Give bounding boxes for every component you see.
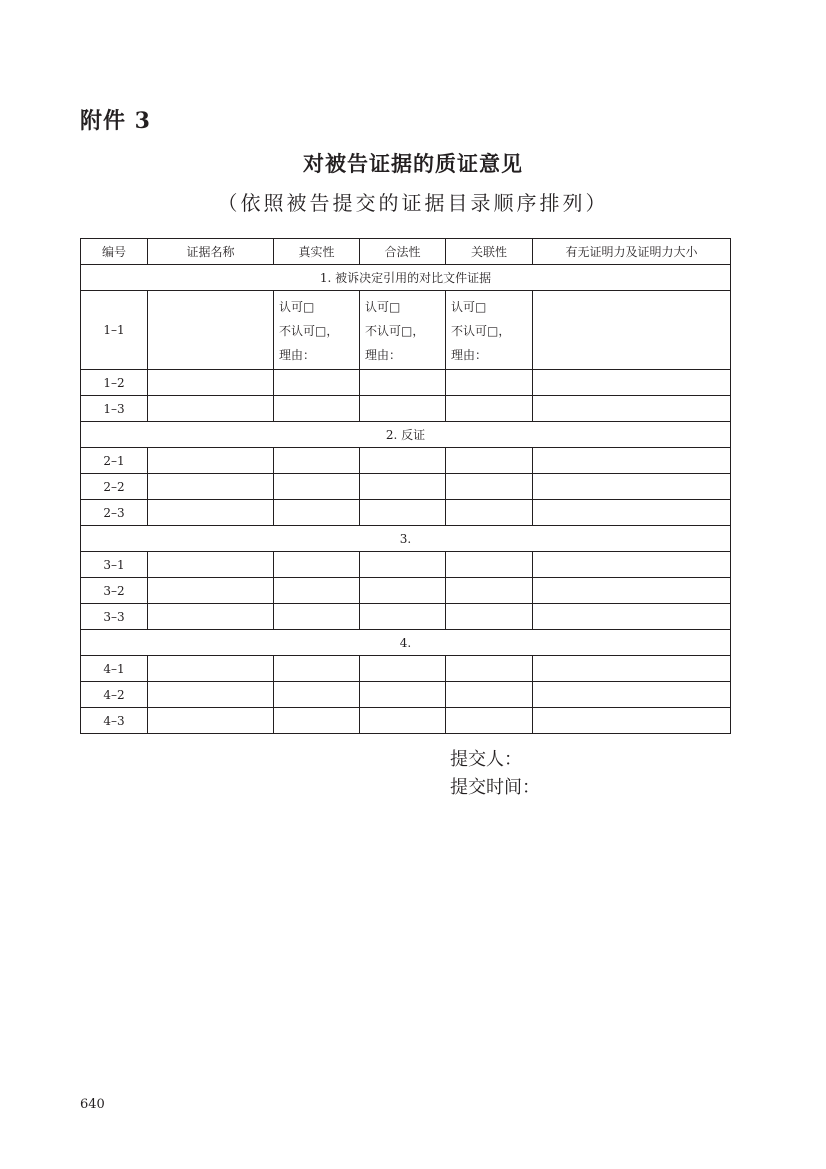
header-probative-force: 有无证明力及证明力大小 xyxy=(533,239,731,265)
row-id: 4–2 xyxy=(81,682,148,708)
disapprove-option[interactable]: 不认可□， xyxy=(451,324,511,338)
legality-cell[interactable] xyxy=(360,682,446,708)
relevance-cell[interactable] xyxy=(446,604,533,630)
evidence-name-cell[interactable] xyxy=(148,708,274,734)
authenticity-cell[interactable] xyxy=(274,708,360,734)
probative-force-cell[interactable] xyxy=(533,474,731,500)
disapprove-option[interactable]: 不认可□， xyxy=(365,324,425,338)
legality-cell[interactable] xyxy=(360,604,446,630)
evidence-name-cell[interactable] xyxy=(148,552,274,578)
probative-force-cell[interactable] xyxy=(533,396,731,422)
evidence-name-cell[interactable] xyxy=(148,370,274,396)
relevance-cell[interactable] xyxy=(446,474,533,500)
table-row xyxy=(81,370,731,396)
row-id: 4–1 xyxy=(81,656,148,682)
evidence-name-cell[interactable] xyxy=(148,474,274,500)
relevance-cell[interactable] xyxy=(446,396,533,422)
table-row xyxy=(81,604,731,630)
relevance-cell[interactable] xyxy=(446,370,533,396)
legality-cell[interactable] xyxy=(360,500,446,526)
legality-cell[interactable] xyxy=(360,474,446,500)
authenticity-cell[interactable] xyxy=(274,552,360,578)
submitter-block xyxy=(450,746,540,802)
row-id: 3–1 xyxy=(81,552,148,578)
probative-force-cell[interactable] xyxy=(533,578,731,604)
row-id: 1–3 xyxy=(81,396,148,422)
evidence-name-cell[interactable] xyxy=(148,291,274,370)
table-row xyxy=(81,500,731,526)
header-evidence-name: 证据名称 xyxy=(148,239,274,265)
row-id: 1–2 xyxy=(81,370,148,396)
probative-force-cell[interactable] xyxy=(533,656,731,682)
table-row xyxy=(81,474,731,500)
relevance-cell[interactable] xyxy=(446,578,533,604)
legality-cell[interactable] xyxy=(360,656,446,682)
probative-force-cell[interactable] xyxy=(533,552,731,578)
evidence-name-cell[interactable] xyxy=(148,656,274,682)
evidence-name-cell[interactable] xyxy=(148,682,274,708)
legality-cell[interactable] xyxy=(360,552,446,578)
row-id: 4–3 xyxy=(81,708,148,734)
document-title: 对被告证据的质证意见 xyxy=(303,151,523,176)
section-row xyxy=(81,630,731,656)
section-title: 4. xyxy=(81,630,731,656)
section-row xyxy=(81,422,731,448)
authenticity-cell[interactable] xyxy=(274,500,360,526)
table-row xyxy=(81,552,731,578)
header-id: 编号 xyxy=(81,239,148,265)
legality-cell[interactable] xyxy=(360,448,446,474)
authenticity-cell[interactable] xyxy=(274,604,360,630)
page-number: 640 xyxy=(80,1097,105,1112)
table-header-row xyxy=(81,239,731,265)
table-row xyxy=(81,396,731,422)
legality-opinion-cell[interactable] xyxy=(360,291,446,370)
section-title: 1. 被诉决定引用的对比文件证据 xyxy=(81,265,731,291)
reason-label: 理由： xyxy=(365,348,402,362)
legality-cell[interactable] xyxy=(360,708,446,734)
section-title: 2. 反证 xyxy=(81,422,731,448)
relevance-cell[interactable] xyxy=(446,656,533,682)
probative-force-cell[interactable] xyxy=(533,291,731,370)
table-row xyxy=(81,708,731,734)
disapprove-option[interactable]: 不认可□， xyxy=(279,324,339,338)
legality-cell[interactable] xyxy=(360,396,446,422)
probative-force-cell[interactable] xyxy=(533,604,731,630)
table-row xyxy=(81,656,731,682)
probative-force-cell[interactable] xyxy=(533,448,731,474)
table-row xyxy=(81,578,731,604)
evidence-table xyxy=(80,238,731,734)
probative-force-cell[interactable] xyxy=(533,500,731,526)
submit-time-label: 提交时间： xyxy=(450,777,540,798)
authenticity-cell[interactable] xyxy=(274,396,360,422)
relevance-cell[interactable] xyxy=(446,682,533,708)
authenticity-cell[interactable] xyxy=(274,448,360,474)
authenticity-cell[interactable] xyxy=(274,682,360,708)
probative-force-cell[interactable] xyxy=(533,708,731,734)
relevance-cell[interactable] xyxy=(446,708,533,734)
table-row xyxy=(81,682,731,708)
approve-option[interactable]: 认可□ xyxy=(451,300,487,314)
evidence-name-cell[interactable] xyxy=(148,578,274,604)
relevance-cell[interactable] xyxy=(446,448,533,474)
row-id: 3–2 xyxy=(81,578,148,604)
header-relevance: 关联性 xyxy=(446,239,533,265)
authenticity-cell[interactable] xyxy=(274,370,360,396)
authenticity-opinion-cell[interactable] xyxy=(274,291,360,370)
evidence-name-cell[interactable] xyxy=(148,604,274,630)
probative-force-cell[interactable] xyxy=(533,370,731,396)
submitter-label: 提交人： xyxy=(450,749,522,770)
attachment-label: 附件 3 xyxy=(80,108,151,134)
row-id: 2–3 xyxy=(81,500,148,526)
relevance-cell[interactable] xyxy=(446,552,533,578)
evidence-name-cell[interactable] xyxy=(148,448,274,474)
table-row xyxy=(81,291,731,370)
row-id: 1–1 xyxy=(81,291,148,370)
probative-force-cell[interactable] xyxy=(533,682,731,708)
legality-cell[interactable] xyxy=(360,578,446,604)
legality-cell[interactable] xyxy=(360,370,446,396)
row-id: 3–3 xyxy=(81,604,148,630)
authenticity-cell[interactable] xyxy=(274,578,360,604)
approve-option[interactable]: 认可□ xyxy=(365,300,401,314)
section-title: 3. xyxy=(81,526,731,552)
document-subtitle: （依照被告提交的证据目录顺序排列） xyxy=(217,191,609,215)
relevance-opinion-cell[interactable] xyxy=(446,291,533,370)
row-id: 2–2 xyxy=(81,474,148,500)
reason-label: 理由： xyxy=(451,348,488,362)
relevance-cell[interactable] xyxy=(446,500,533,526)
header-authenticity: 真实性 xyxy=(274,239,360,265)
evidence-name-cell[interactable] xyxy=(148,500,274,526)
reason-label: 理由： xyxy=(279,348,316,362)
header-legality: 合法性 xyxy=(360,239,446,265)
authenticity-cell[interactable] xyxy=(274,474,360,500)
authenticity-cell[interactable] xyxy=(274,656,360,682)
approve-option[interactable]: 认可□ xyxy=(279,300,315,314)
row-id: 2–1 xyxy=(81,448,148,474)
evidence-name-cell[interactable] xyxy=(148,396,274,422)
table-row xyxy=(81,448,731,474)
section-row xyxy=(81,526,731,552)
section-row xyxy=(81,265,731,291)
